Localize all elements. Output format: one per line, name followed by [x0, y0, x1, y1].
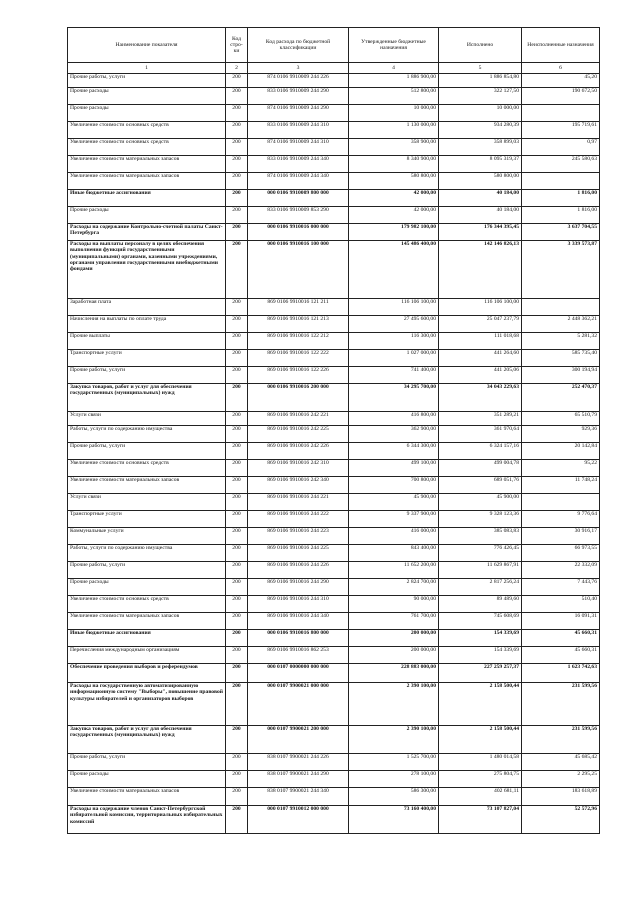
row-unexecuted-cell: 0,97	[522, 139, 600, 156]
row-unexecuted-cell: 9 776,64	[522, 511, 600, 528]
row-approved-cell: 8 340 900,00	[349, 156, 439, 173]
row-approved-cell: 362 900,00	[349, 426, 439, 443]
table-row	[68, 207, 600, 224]
row-name-cell: Закупка товаров, работ и услуг для обеспечения государственных (муниципальных) нужд	[68, 384, 226, 412]
row-line-code-cell: 200	[226, 384, 248, 412]
row-name-cell: Увеличение стоимости основных средств	[68, 139, 226, 156]
row-line-code-cell: 200	[226, 545, 248, 562]
row-name-cell: Прочие расходы	[68, 207, 226, 224]
table-row	[68, 74, 600, 88]
column-number: 3	[248, 63, 349, 74]
row-executed-cell: 6 324 157,16	[439, 443, 522, 460]
table-row	[68, 494, 600, 511]
row-name-cell: Увеличение стоимости основных средств	[68, 460, 226, 477]
column-number-row	[68, 63, 600, 74]
header-indicator-name: Наименование показателя	[68, 28, 226, 63]
row-budget-code-cell: 869 0106 9910016 242 221	[248, 412, 349, 426]
row-approved-cell: 2 390 100,00	[349, 726, 439, 754]
row-name-cell: Увеличение стоимости материальных запасов	[68, 788, 226, 806]
row-name-cell: Увеличение стоимости основных средств	[68, 122, 226, 139]
row-unexecuted-cell: 45 685,42	[522, 754, 600, 771]
row-name-cell: Начисления на выплаты по оплате труда	[68, 316, 226, 333]
row-executed-cell: 441 205,06	[439, 367, 522, 384]
table-row	[68, 156, 600, 173]
row-executed-cell: 275 804,75	[439, 771, 522, 788]
row-approved-cell: 116 106 100,00	[349, 299, 439, 316]
row-executed-cell: 227 259 257,37	[439, 664, 522, 683]
row-approved-cell: 10 000,00	[349, 105, 439, 122]
row-approved-cell: 1 525 700,00	[349, 754, 439, 771]
row-unexecuted-cell: 45,20	[522, 74, 600, 88]
row-unexecuted-cell	[522, 494, 600, 511]
row-unexecuted-cell: 3 339 573,87	[522, 241, 600, 299]
row-line-code-cell: 200	[226, 426, 248, 443]
table-row	[68, 683, 600, 726]
row-executed-cell: 111 018,68	[439, 333, 522, 350]
row-budget-code-cell: 869 0106 9910016 244 310	[248, 596, 349, 613]
row-name-cell: Прочие работы, услуги	[68, 74, 226, 88]
row-unexecuted-cell: 2 448 362,21	[522, 316, 600, 333]
row-name-cell: Прочие расходы	[68, 771, 226, 788]
row-executed-cell: 9 328 123,36	[439, 511, 522, 528]
row-line-code-cell: 200	[226, 647, 248, 664]
table-row	[68, 384, 600, 412]
row-executed-cell: 142 146 826,13	[439, 241, 522, 299]
row-executed-cell: 8 095 319,37	[439, 156, 522, 173]
row-unexecuted-cell: 1 816,00	[522, 207, 600, 224]
row-name-cell: Прочие расходы	[68, 579, 226, 596]
row-executed-cell: 2 158 500,44	[439, 726, 522, 754]
row-line-code-cell: 200	[226, 494, 248, 511]
table-row	[68, 771, 600, 788]
row-name-cell: Увеличение стоимости материальных запасов	[68, 156, 226, 173]
row-line-code-cell: 200	[226, 754, 248, 771]
row-line-code-cell: 200	[226, 613, 248, 630]
row-unexecuted-cell: 7 443,76	[522, 579, 600, 596]
row-line-code-cell: 200	[226, 316, 248, 333]
row-name-cell: Транспортные услуги	[68, 511, 226, 528]
table-row	[68, 139, 600, 156]
row-unexecuted-cell: 16 091,31	[522, 613, 600, 630]
row-unexecuted-cell: 195 719,61	[522, 122, 600, 139]
row-budget-code-cell: 833 0106 9910009 853 290	[248, 207, 349, 224]
table-row	[68, 122, 600, 139]
row-budget-code-cell: 869 0106 9910016 244 226	[248, 562, 349, 579]
row-approved-cell: 580 800,00	[349, 173, 439, 190]
row-budget-code-cell: 838 0107 9900021 244 340	[248, 788, 349, 806]
row-budget-code-cell: 869 0106 9910016 244 222	[248, 511, 349, 528]
row-budget-code-cell: 869 0106 9910016 242 226	[248, 443, 349, 460]
row-line-code-cell: 200	[226, 596, 248, 613]
row-line-code-cell: 200	[226, 105, 248, 122]
row-name-cell: Увеличение стоимости основных средств	[68, 596, 226, 613]
row-approved-cell: 2 390 100,00	[349, 683, 439, 726]
row-budget-code-cell: 000 0106 9910009 800 000	[248, 190, 349, 207]
row-approved-cell: 27 495 600,00	[349, 316, 439, 333]
row-approved-cell: 73 160 400,00	[349, 806, 439, 834]
row-unexecuted-cell: 20 142,84	[522, 443, 600, 460]
row-budget-code-cell: 869 0106 9910016 122 212	[248, 333, 349, 350]
row-unexecuted-cell: 65 510,79	[522, 412, 600, 426]
row-unexecuted-cell: 2 295,25	[522, 771, 600, 788]
row-executed-cell: 25 047 237,79	[439, 316, 522, 333]
row-unexecuted-cell: 231 599,56	[522, 726, 600, 754]
row-executed-cell: 89 489,60	[439, 596, 522, 613]
row-unexecuted-cell: 11 748,24	[522, 477, 600, 494]
row-executed-cell: 40 184,00	[439, 190, 522, 207]
row-unexecuted-cell: 1 623 742,63	[522, 664, 600, 683]
row-line-code-cell: 200	[226, 241, 248, 299]
table-row	[68, 630, 600, 647]
header-approved: Утвержденные бюджетные назначения	[349, 28, 439, 63]
row-line-code-cell: 200	[226, 511, 248, 528]
row-executed-cell: 10 000,00	[439, 105, 522, 122]
row-budget-code-cell: 000 0107 9910012 000 000	[248, 806, 349, 834]
row-budget-code-cell: 000 0107 9900021 200 000	[248, 726, 349, 754]
table-row	[68, 754, 600, 771]
row-name-cell: Расходы на содержание членов Санкт-Петербургской избирательной комиссии, территориальных избирательных комиссий	[68, 806, 226, 834]
row-budget-code-cell: 869 0106 9910016 244 290	[248, 579, 349, 596]
row-name-cell: Работы, услуги по содержанию имущества	[68, 426, 226, 443]
row-name-cell: Прочие работы, услуги	[68, 367, 226, 384]
table-row	[68, 788, 600, 806]
row-unexecuted-cell: 52 572,96	[522, 806, 600, 834]
row-unexecuted-cell	[522, 299, 600, 316]
row-unexecuted-cell: 30 916,17	[522, 528, 600, 545]
row-executed-cell: 402 681,11	[439, 788, 522, 806]
row-name-cell: Прочие работы, услуги	[68, 754, 226, 771]
row-approved-cell: 843 400,00	[349, 545, 439, 562]
row-budget-code-cell: 833 0106 9910009 244 310	[248, 122, 349, 139]
row-executed-cell: 499 004,78	[439, 460, 522, 477]
row-approved-cell: 228 883 000,00	[349, 664, 439, 683]
budget-execution-table	[67, 27, 600, 834]
row-name-cell: Прочие работы, услуги	[68, 443, 226, 460]
row-executed-cell: 1 480 014,58	[439, 754, 522, 771]
row-line-code-cell: 200	[226, 350, 248, 367]
row-budget-code-cell: 869 0106 9910016 862 253	[248, 647, 349, 664]
row-name-cell: Иные бюджетные ассигнования	[68, 630, 226, 647]
table-row	[68, 173, 600, 190]
row-approved-cell: 116 300,00	[349, 333, 439, 350]
row-line-code-cell: 200	[226, 139, 248, 156]
row-unexecuted-cell: 245 580,63	[522, 156, 600, 173]
row-line-code-cell: 200	[226, 224, 248, 241]
row-budget-code-cell: 874 0106 9910009 244 290	[248, 105, 349, 122]
column-number: 1	[68, 63, 226, 74]
row-budget-code-cell: 000 0107 0000000 000 000	[248, 664, 349, 683]
row-line-code-cell: 200	[226, 443, 248, 460]
table-row	[68, 545, 600, 562]
table-row	[68, 412, 600, 426]
row-budget-code-cell: 874 0106 9910009 244 340	[248, 173, 349, 190]
row-approved-cell: 90 000,00	[349, 596, 439, 613]
row-budget-code-cell: 000 0106 9910016 100 000	[248, 241, 349, 299]
row-approved-cell: 6 344 300,00	[349, 443, 439, 460]
table-row	[68, 806, 600, 834]
row-line-code-cell: 200	[226, 579, 248, 596]
row-name-cell: Работы, услуги по содержанию имущества	[68, 545, 226, 562]
row-budget-code-cell: 869 0106 9910016 122 222	[248, 350, 349, 367]
row-name-cell: Увеличение стоимости материальных запасов	[68, 613, 226, 630]
row-executed-cell: 154 339,69	[439, 630, 522, 647]
row-approved-cell: 200 000,00	[349, 630, 439, 647]
row-line-code-cell: 200	[226, 460, 248, 477]
row-unexecuted-cell: 1 816,00	[522, 190, 600, 207]
table-row	[68, 460, 600, 477]
row-approved-cell: 42 000,00	[349, 190, 439, 207]
row-executed-cell: 73 107 827,04	[439, 806, 522, 834]
row-executed-cell: 40 184,00	[439, 207, 522, 224]
row-executed-cell: 361 970,64	[439, 426, 522, 443]
row-line-code-cell: 200	[226, 88, 248, 105]
row-budget-code-cell: 869 0106 9910016 242 340	[248, 477, 349, 494]
row-executed-cell: 580 800,00	[439, 173, 522, 190]
row-budget-code-cell: 869 0106 9910016 242 225	[248, 426, 349, 443]
row-approved-cell: 499 100,00	[349, 460, 439, 477]
budget-report-page	[67, 27, 599, 834]
table-row	[68, 88, 600, 105]
row-budget-code-cell: 869 0106 9910016 121 211	[248, 299, 349, 316]
row-approved-cell: 9 337 900,00	[349, 511, 439, 528]
row-executed-cell: 934 280,39	[439, 122, 522, 139]
row-name-cell: Расходы на государственную автоматизированную информационную систему "Выборы", повышение правовой культуры избирателей и организаторов выборов	[68, 683, 226, 726]
row-name-cell: Коммунальные услуги	[68, 528, 226, 545]
row-unexecuted-cell: 95,22	[522, 460, 600, 477]
row-line-code-cell: 200	[226, 664, 248, 683]
row-budget-code-cell: 874 0106 9910009 244 226	[248, 74, 349, 88]
row-line-code-cell: 200	[226, 190, 248, 207]
row-approved-cell: 1 886 900,00	[349, 74, 439, 88]
row-approved-cell: 2 824 700,00	[349, 579, 439, 596]
row-approved-cell: 145 486 400,00	[349, 241, 439, 299]
table-row	[68, 613, 600, 630]
row-name-cell: Иные бюджетные ассигнования	[68, 190, 226, 207]
row-budget-code-cell: 869 0106 9910016 242 310	[248, 460, 349, 477]
row-name-cell: Прочие работы, услуги	[68, 562, 226, 579]
row-approved-cell: 512 800,00	[349, 88, 439, 105]
header-unexecuted: Неисполненные назначения	[522, 28, 600, 63]
row-name-cell: Прочие расходы	[68, 105, 226, 122]
row-name-cell: Услуги связи	[68, 494, 226, 511]
row-budget-code-cell: 838 0107 9900021 244 226	[248, 754, 349, 771]
row-approved-cell: 179 982 100,00	[349, 224, 439, 241]
table-row	[68, 105, 600, 122]
row-executed-cell: 45 900,00	[439, 494, 522, 511]
table-row	[68, 426, 600, 443]
row-unexecuted-cell: 252 470,37	[522, 384, 600, 412]
table-row	[68, 596, 600, 613]
row-approved-cell: 200 000,00	[349, 647, 439, 664]
row-unexecuted-cell: 5 281,32	[522, 333, 600, 350]
row-name-cell: Прочие расходы	[68, 88, 226, 105]
table-row	[68, 443, 600, 460]
row-unexecuted-cell: 45 660,31	[522, 630, 600, 647]
row-name-cell: Перечисления международным организациям	[68, 647, 226, 664]
row-executed-cell: 358 899,03	[439, 139, 522, 156]
row-name-cell: Прочие выплаты	[68, 333, 226, 350]
row-unexecuted-cell: 929,36	[522, 426, 600, 443]
row-unexecuted-cell: 66 973,55	[522, 545, 600, 562]
row-budget-code-cell: 869 0106 9910016 121 213	[248, 316, 349, 333]
header-executed: Исполнено	[439, 28, 522, 63]
row-executed-cell: 776 426,45	[439, 545, 522, 562]
row-line-code-cell: 200	[226, 726, 248, 754]
table-row	[68, 562, 600, 579]
row-name-cell: Услуги связи	[68, 412, 226, 426]
row-approved-cell: 358 900,00	[349, 139, 439, 156]
row-executed-cell: 11 629 867,91	[439, 562, 522, 579]
row-executed-cell: 1 886 854,80	[439, 74, 522, 88]
row-unexecuted-cell: 231 599,56	[522, 683, 600, 726]
row-executed-cell: 116 106 100,00	[439, 299, 522, 316]
row-unexecuted-cell: 300 194,94	[522, 367, 600, 384]
row-line-code-cell: 200	[226, 333, 248, 350]
row-name-cell: Транспортные услуги	[68, 350, 226, 367]
row-executed-cell: 322 127,50	[439, 88, 522, 105]
row-line-code-cell: 200	[226, 788, 248, 806]
table-row	[68, 477, 600, 494]
row-approved-cell: 278 100,00	[349, 771, 439, 788]
row-line-code-cell: 200	[226, 477, 248, 494]
table-row	[68, 333, 600, 350]
row-approved-cell: 1 130 000,00	[349, 122, 439, 139]
row-executed-cell: 34 043 229,63	[439, 384, 522, 412]
row-line-code-cell: 200	[226, 299, 248, 316]
row-executed-cell: 2 158 500,44	[439, 683, 522, 726]
table-row	[68, 726, 600, 754]
row-budget-code-cell: 869 0106 9910016 244 223	[248, 528, 349, 545]
row-executed-cell: 745 608,69	[439, 613, 522, 630]
row-line-code-cell: 200	[226, 207, 248, 224]
row-line-code-cell: 200	[226, 806, 248, 834]
row-line-code-cell: 200	[226, 74, 248, 88]
table-body	[68, 74, 600, 834]
table-row	[68, 224, 600, 241]
row-line-code-cell: 200	[226, 367, 248, 384]
row-approved-cell: 741 400,00	[349, 367, 439, 384]
row-name-cell: Обеспечение проведения выборов и референдумов	[68, 664, 226, 683]
row-executed-cell: 351 289,21	[439, 412, 522, 426]
row-approved-cell: 700 800,00	[349, 477, 439, 494]
row-approved-cell: 761 700,00	[349, 613, 439, 630]
row-unexecuted-cell: 585 735,40	[522, 350, 600, 367]
row-approved-cell: 45 900,00	[349, 494, 439, 511]
row-line-code-cell: 200	[226, 683, 248, 726]
row-line-code-cell: 200	[226, 122, 248, 139]
row-unexecuted-cell	[522, 105, 600, 122]
header-line-code: Код стро-ки	[226, 28, 248, 63]
column-number: 6	[522, 63, 600, 74]
table-header-row	[68, 28, 600, 63]
row-budget-code-cell: 000 0107 9900021 000 000	[248, 683, 349, 726]
row-approved-cell: 416 000,00	[349, 528, 439, 545]
row-budget-code-cell: 869 0106 9910016 244 340	[248, 613, 349, 630]
table-row	[68, 511, 600, 528]
row-approved-cell: 11 652 200,00	[349, 562, 439, 579]
row-budget-code-cell: 000 0106 9910016 200 000	[248, 384, 349, 412]
column-number: 2	[226, 63, 248, 74]
row-unexecuted-cell: 22 332,09	[522, 562, 600, 579]
row-line-code-cell: 200	[226, 156, 248, 173]
row-unexecuted-cell: 510,40	[522, 596, 600, 613]
row-unexecuted-cell	[522, 173, 600, 190]
table-row	[68, 190, 600, 207]
table-row	[68, 316, 600, 333]
row-approved-cell: 416 800,00	[349, 412, 439, 426]
table-row	[68, 241, 600, 299]
row-budget-code-cell: 833 0106 9910009 244 290	[248, 88, 349, 105]
row-name-cell: Увеличение стоимости материальных запасов	[68, 477, 226, 494]
table-row	[68, 350, 600, 367]
row-line-code-cell: 200	[226, 173, 248, 190]
row-executed-cell: 689 051,76	[439, 477, 522, 494]
row-name-cell: Закупка товаров, работ и услуг для обеспечения государственных (муниципальных) нужд	[68, 726, 226, 754]
row-budget-code-cell: 869 0106 9910016 244 221	[248, 494, 349, 511]
row-name-cell: Расходы на содержание Контрольно-счетной палаты Санкт-Петербурга	[68, 224, 226, 241]
row-line-code-cell: 200	[226, 528, 248, 545]
row-budget-code-cell: 000 0106 9910016 800 000	[248, 630, 349, 647]
row-budget-code-cell: 838 0107 9900021 244 290	[248, 771, 349, 788]
row-line-code-cell: 200	[226, 771, 248, 788]
row-line-code-cell: 200	[226, 562, 248, 579]
column-number: 5	[439, 63, 522, 74]
row-budget-code-cell: 869 0106 9910016 244 225	[248, 545, 349, 562]
table-row	[68, 664, 600, 683]
row-executed-cell: 385 083,83	[439, 528, 522, 545]
table-row	[68, 579, 600, 596]
row-name-cell: Заработная плата	[68, 299, 226, 316]
row-executed-cell: 154 339,69	[439, 647, 522, 664]
row-name-cell: Увеличение стоимости материальных запасов	[68, 173, 226, 190]
row-executed-cell: 2 817 256,24	[439, 579, 522, 596]
row-budget-code-cell: 833 0106 9910009 244 340	[248, 156, 349, 173]
row-unexecuted-cell: 3 637 704,55	[522, 224, 600, 241]
row-budget-code-cell: 000 0106 9910016 000 000	[248, 224, 349, 241]
row-unexecuted-cell: 190 672,50	[522, 88, 600, 105]
table-row	[68, 528, 600, 545]
row-unexecuted-cell: 183 618,89	[522, 788, 600, 806]
column-number: 4	[349, 63, 439, 74]
table-row	[68, 367, 600, 384]
row-name-cell: Расходы на выплаты персоналу в целях обеспечения выполнения функций государственными (муниципальными) органами, казенными учреждениями, органами управления государственными внебюджетными фондами	[68, 241, 226, 299]
row-approved-cell: 42 000,00	[349, 207, 439, 224]
row-budget-code-cell: 869 0106 9910016 122 226	[248, 367, 349, 384]
row-line-code-cell: 200	[226, 630, 248, 647]
row-approved-cell: 34 295 700,00	[349, 384, 439, 412]
table-row	[68, 299, 600, 316]
row-executed-cell: 176 344 395,45	[439, 224, 522, 241]
row-line-code-cell: 200	[226, 412, 248, 426]
row-unexecuted-cell: 45 660,31	[522, 647, 600, 664]
table-row	[68, 647, 600, 664]
row-approved-cell: 1 027 000,00	[349, 350, 439, 367]
header-budget-code: Код расхода по бюджетной классификации	[248, 28, 349, 63]
row-executed-cell: 441 264,60	[439, 350, 522, 367]
row-approved-cell: 586 300,00	[349, 788, 439, 806]
row-budget-code-cell: 874 0106 9910009 244 310	[248, 139, 349, 156]
